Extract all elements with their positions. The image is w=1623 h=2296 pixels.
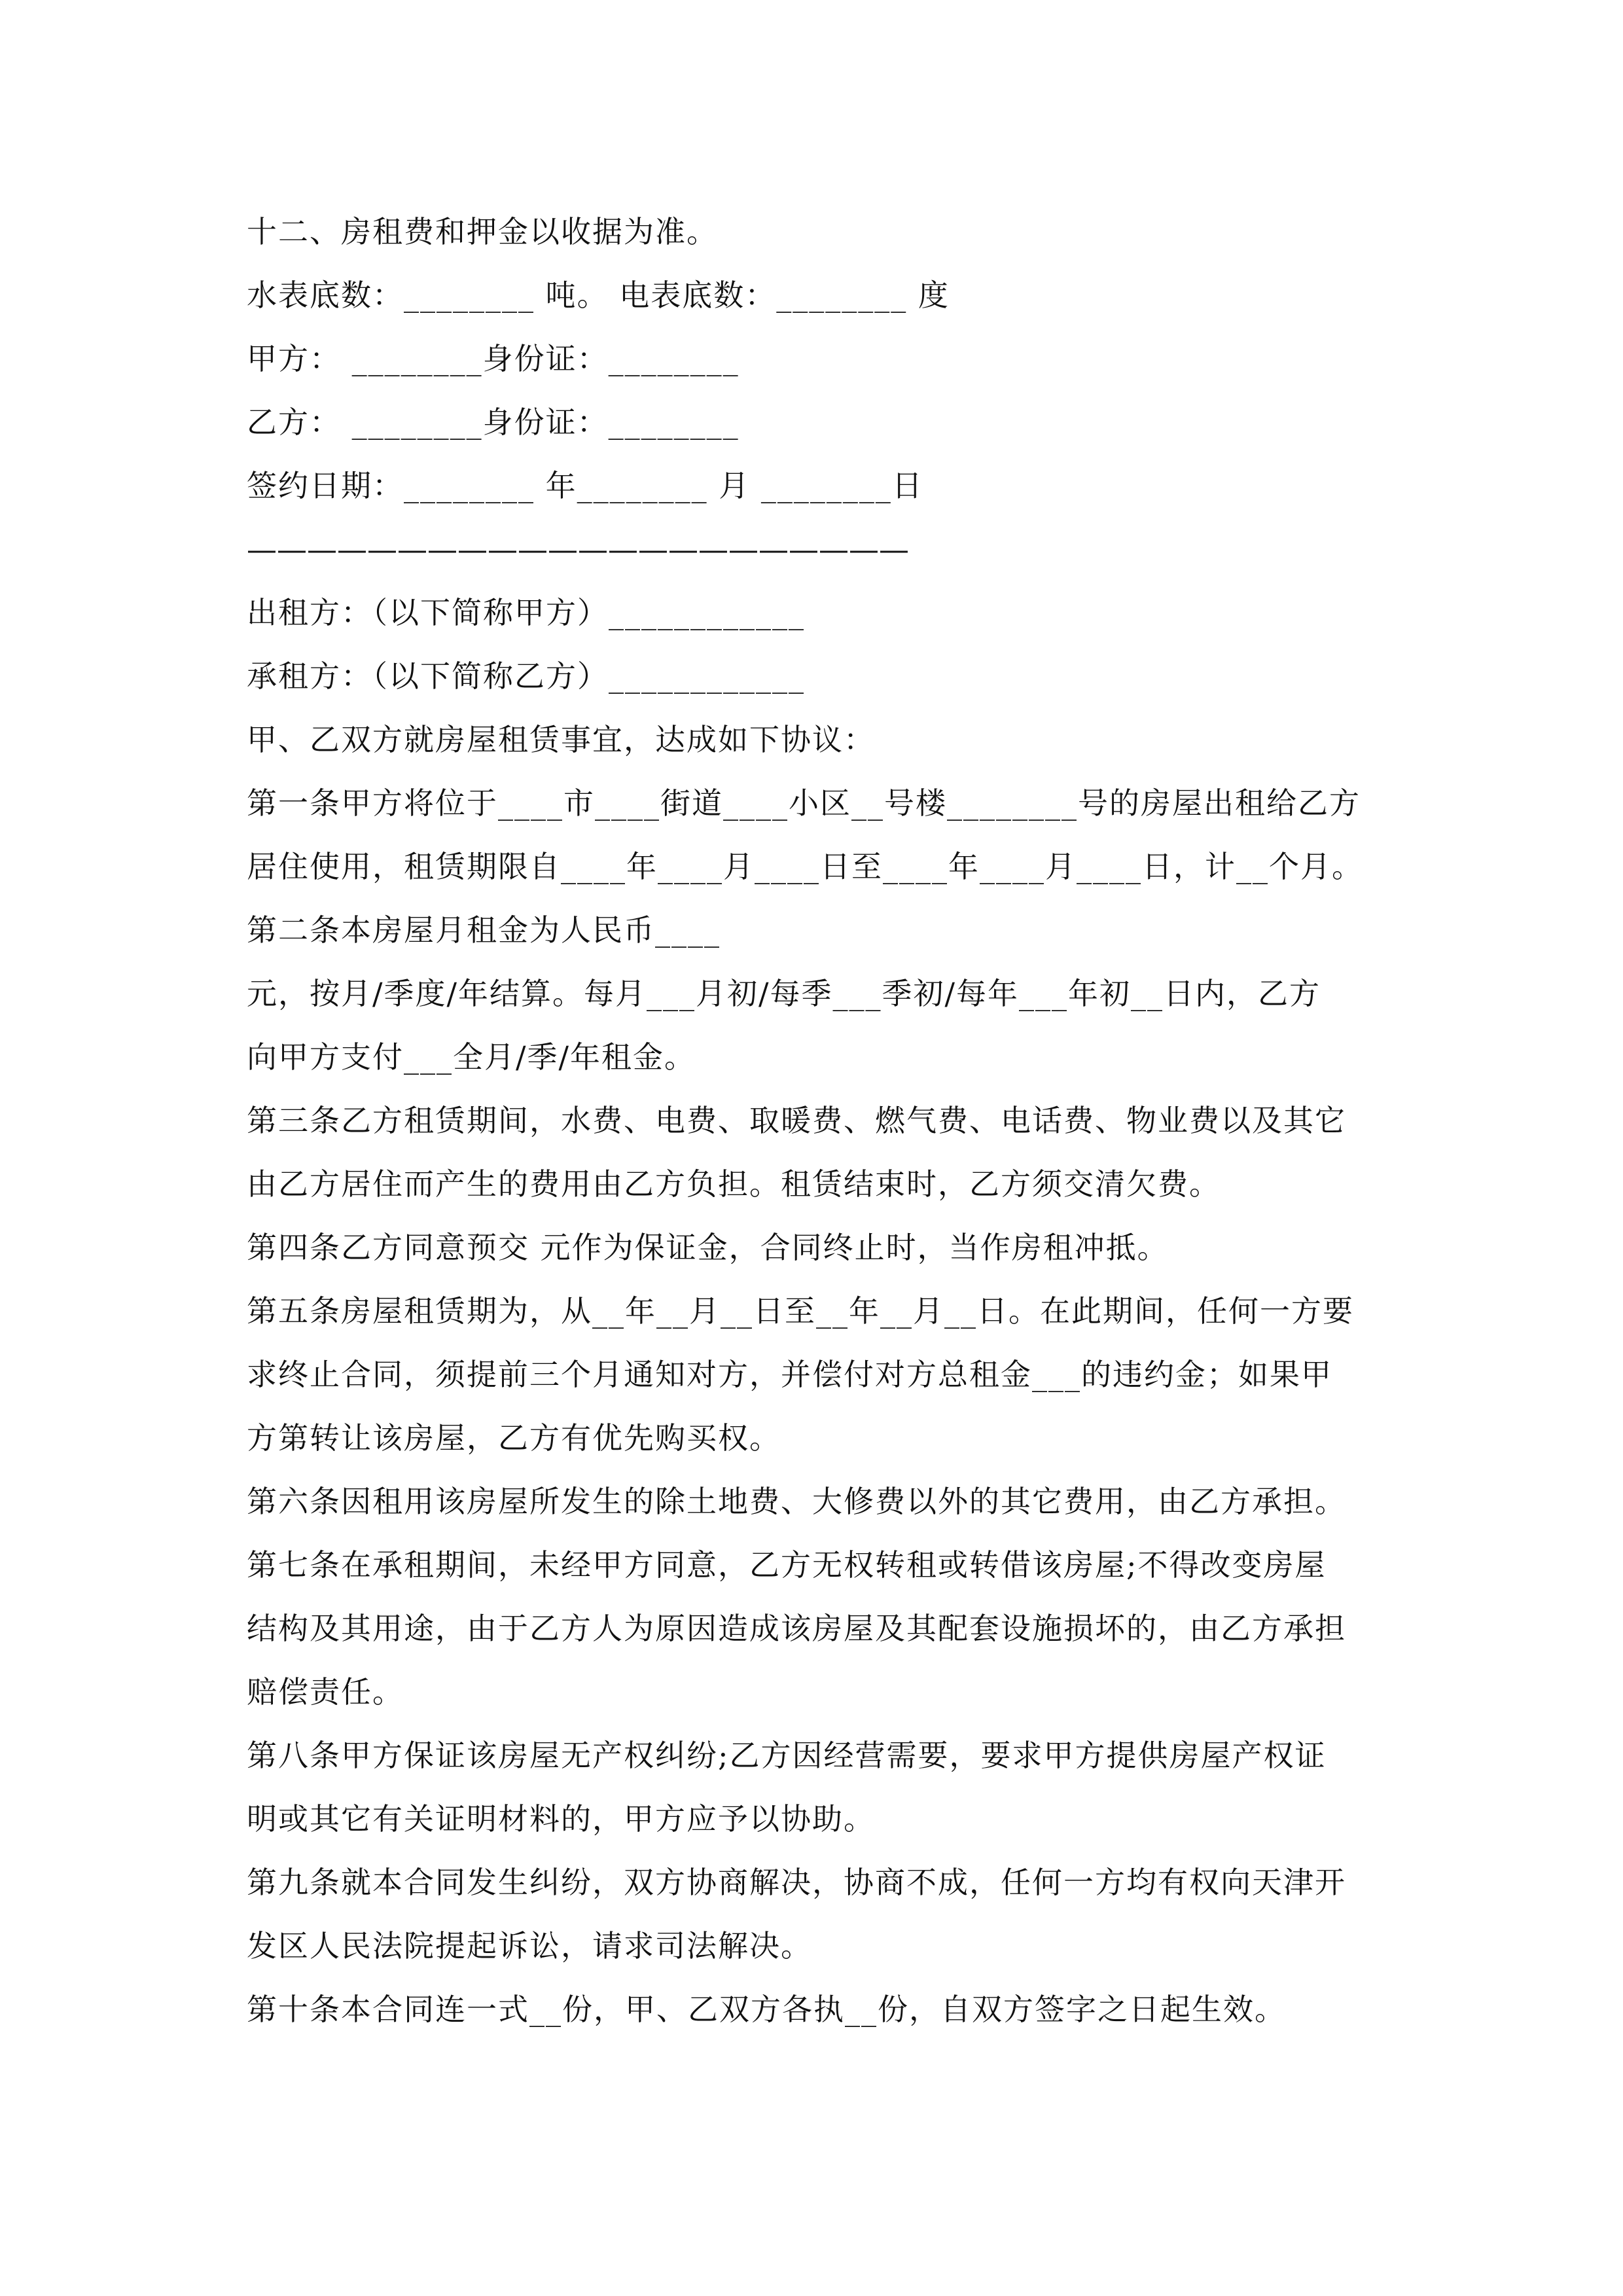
article-2-line-2: 元，按月/季度/年结算。每月___月初/每季___季初/每年___年初__日内，乙方	[247, 976, 1321, 1011]
article-8-line-1: 第八条甲方保证该房屋无产权纠纷;乙方因经营需要，要求甲方提供房屋产权证	[247, 1738, 1327, 1773]
article-2-line-3: 向甲方支付___全月/季/年租金。	[247, 1039, 696, 1075]
lessor-line: 出租方：（以下简称甲方）____________	[247, 595, 805, 630]
article-10-line: 第十条本合同连一式__份，甲、乙双方各执__份，自双方签字之日起生效。	[247, 1992, 1286, 2027]
lessee-line: 承租方：（以下简称乙方）____________	[247, 658, 805, 694]
party-b-signature-line: 乙方： ________身份证：________	[247, 404, 740, 440]
article-8-line-2: 明或其它有关证明材料的，甲方应予以协助。	[247, 1801, 875, 1837]
party-a-signature-line: 甲方： ________身份证：________	[247, 341, 740, 376]
article-1-line-1: 第一条甲方将位于____市____街道____小区__号楼________号的房屋出租给乙方	[247, 785, 1361, 821]
article-5-line-1: 第五条房屋租赁期为，从__年__月__日至__年__月__日。在此期间，任何一方要	[247, 1293, 1354, 1329]
section-divider: ——————————————————————	[247, 531, 909, 567]
article-7-line-3: 赔偿责任。	[247, 1674, 404, 1710]
article-1-line-2: 居住使用，租赁期限自____年____月____日至____年____月____日，计__个月。	[247, 849, 1363, 884]
clause-12-deposit: 十二、房租费和押金以收据为准。	[247, 214, 718, 249]
article-5-line-2: 求终止合同，须提前三个月通知对方，并偿付对方总租金___的违约金；如果甲	[247, 1357, 1332, 1392]
document-body	[247, 200, 1399, 2041]
article-3-line-2: 由乙方居住而产生的费用由乙方负担。租赁结束时，乙方须交清欠费。	[247, 1166, 1221, 1202]
article-9-line-1: 第九条就本合同发生纠纷，双方协商解决，协商不成，任何一方均有权向天津开	[247, 1865, 1346, 1900]
article-6-line: 第六条因租用该房屋所发生的除土地费、大修费以外的其它费用，由乙方承担。	[247, 1484, 1346, 1519]
article-3-line-1: 第三条乙方租赁期间，水费、电费、取暖费、燃气费、电话费、物业费以及其它	[247, 1103, 1346, 1138]
article-2-line-1: 第二条本房屋月租金为人民币____	[247, 912, 721, 948]
article-7-line-1: 第七条在承租期间，未经甲方同意，乙方无权转租或转借该房屋;不得改变房屋	[247, 1547, 1327, 1583]
article-4-line: 第四条乙方同意预交 元作为保证金，合同终止时，当作房租冲抵。	[247, 1230, 1169, 1265]
article-5-line-3: 方第转让该房屋，乙方有优先购买权。	[247, 1420, 781, 1456]
article-7-line-2: 结构及其用途，由于乙方人为原因造成该房屋及其配套设施损坏的，由乙方承担	[247, 1611, 1346, 1646]
meter-readings-line: 水表底数：________ 吨。 电表底数：________ 度	[247, 278, 950, 313]
agreement-intro: 甲、乙双方就房屋租赁事宜，达成如下协议：	[247, 722, 875, 757]
signing-date-line: 签约日期：________ 年________ 月 ________日	[247, 468, 923, 503]
article-9-line-2: 发区人民法院提起诉讼，请求司法解决。	[247, 1928, 812, 1964]
